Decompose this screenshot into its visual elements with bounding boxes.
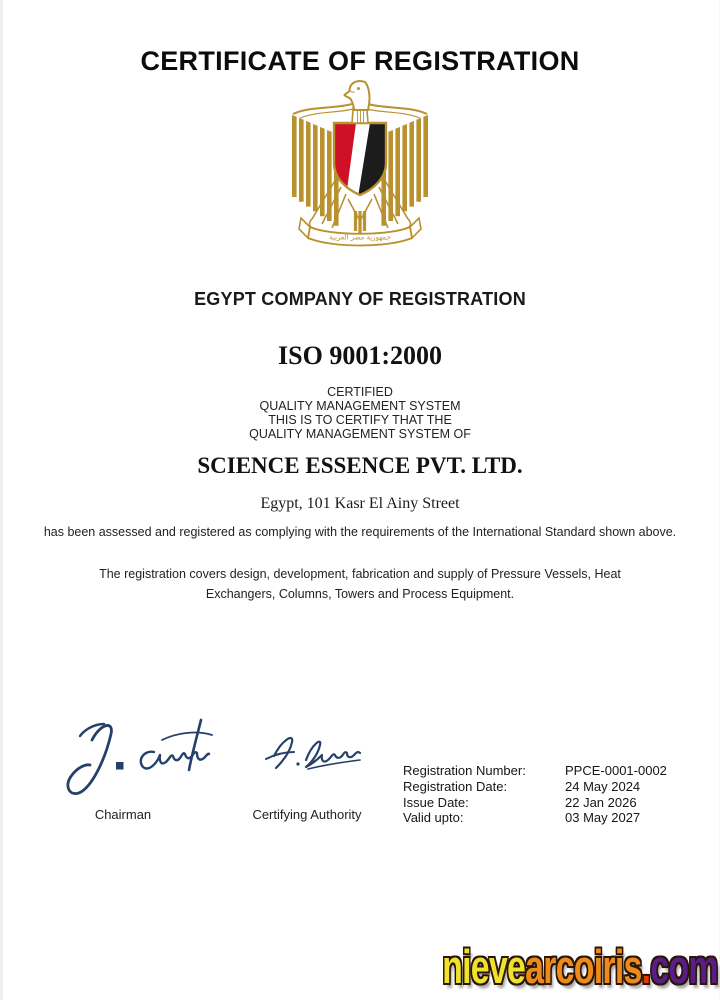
- cert-line: CERTIFIED: [327, 385, 393, 399]
- registration-number-label: Registration Number:: [403, 763, 526, 778]
- certificate-title: CERTIFICATE OF REGISTRATION: [140, 46, 580, 76]
- issuer-name: EGYPT COMPANY OF REGISTRATION: [194, 289, 526, 309]
- registration-date-row: [403, 779, 667, 795]
- banner-arabic-text: جمهورية مصر العربية: [329, 233, 391, 242]
- company-name: SCIENCE ESSENCE PVT. LTD.: [197, 453, 523, 478]
- chairman-label: Chairman: [94, 807, 152, 822]
- eagle-tail: [354, 211, 366, 236]
- certifying-authority-signature: [250, 728, 368, 778]
- valid-upto-label: Valid upto:: [403, 810, 464, 826]
- registration-details: [403, 763, 667, 826]
- site-watermark: [442, 940, 718, 993]
- cert-line: QUALITY MANAGEMENT SYSTEM: [259, 399, 461, 413]
- egypt-coat-of-arms-emblem: [284, 79, 436, 247]
- cert-line: THIS IS TO CERTIFY THAT THE: [268, 413, 452, 427]
- certification-statement-lines: [0, 385, 720, 441]
- registration-date-label: Registration Date:: [403, 778, 508, 794]
- watermark-segment: arcoiris: [525, 940, 642, 993]
- issue-date-label: Issue Date:: [403, 794, 469, 810]
- standard-name: ISO 9001:2000: [278, 341, 442, 370]
- eagle-right-wing: [381, 115, 428, 226]
- issue-date-row: [403, 795, 667, 811]
- watermark-segment: nieve: [442, 940, 526, 993]
- cert-line: QUALITY MANAGEMENT SYSTEM OF: [249, 427, 471, 441]
- certifying-authority-label: Certifying Authority: [252, 807, 362, 822]
- registration-date-value: 24 May 2024: [565, 778, 641, 794]
- watermark-segment: .: [641, 940, 651, 993]
- registration-number-value: PPCE-0001-0002: [565, 763, 667, 778]
- valid-upto-row: [403, 810, 667, 826]
- eagle-of-saladin-icon: [284, 79, 436, 247]
- valid-upto-value: 03 May 2027: [565, 810, 641, 826]
- watermark-segment: com: [650, 940, 718, 993]
- registration-scope: The registration covers design, development, fabrication and supply of Pressure Vessels, Heat Exchangers, Columns, Towers and Process Equipment.: [99, 567, 621, 601]
- chairman-signature: [50, 710, 218, 806]
- issue-date-value: 22 Jan 2026: [565, 794, 637, 810]
- company-address: Egypt, 101 Kasr El Ainy Street: [260, 495, 460, 512]
- assessment-statement: has been assessed and registered as complying with the requirements of the International Standard shown above.: [43, 525, 677, 539]
- flag-shield: [330, 123, 390, 197]
- eagle-left-wing: [292, 115, 339, 226]
- registration-number-row: [403, 763, 667, 779]
